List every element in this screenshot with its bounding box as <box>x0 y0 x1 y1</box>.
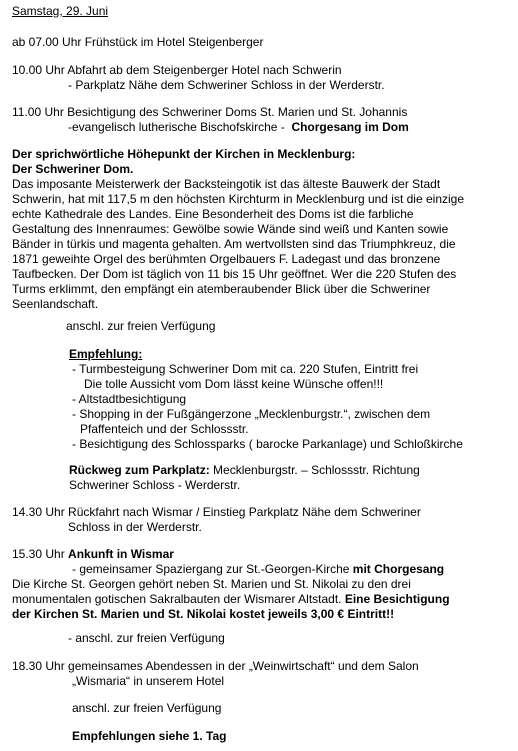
recommendation-item: - Altstadtbesichtigung <box>72 392 187 406</box>
return-trip-line: 14.30 Uhr Rückfahrt nach Wismar / Einstieg Parkplatz Nähe dem Schweriner <box>12 505 421 519</box>
free-time-line: anschl. zur freien Verfügung <box>72 701 222 715</box>
wismar-arrival-label: Ankunft in Wismar <box>68 547 174 561</box>
dom-visit-line: 11.00 Uhr Besichtigung des Schweriner Doms St. Marien und St. Johannis <box>12 105 408 119</box>
paragraph-line: Taufbecken. Der Dom ist täglich von 11 bis 15 Uhr geöffnet. Wer die 220 Stufen des <box>12 267 457 281</box>
recommendation-heading: Empfehlung: <box>69 347 143 361</box>
wismar-paragraph-line: Die Kirche St. Georgen gehört neben St. Marien und St. Nikolai zu den drei <box>12 577 411 591</box>
recommendation-item: Die tolle Aussicht vom Dom lässt keine Wünsche offen!!! <box>84 377 384 391</box>
recommendation-item: - Besichtigung des Schlossparks ( barocke Parkanlage) und Schloßkirche <box>72 437 463 451</box>
wismar-time: 15.30 Uhr <box>12 547 69 561</box>
recommendation-item: Pfaffenteich und der Schlossstr. <box>80 422 249 436</box>
wismar-entry-fee: der Kirchen St. Marien und St. Nikolai kostet jeweils 3,00 € Eintritt!! <box>12 607 395 621</box>
wismar-walk-text: - gemeinsamer Spaziergang zur St.-Georgen-Kirche <box>72 562 353 576</box>
departure-line: 10.00 Uhr Abfahrt ab dem Steigenberger Hotel nach Schwerin <box>12 63 342 77</box>
paragraph-line: Seenlandschaft. <box>12 297 99 311</box>
date-heading: Samstag, 29. Juni <box>12 4 109 18</box>
paragraph-line: Turms erklimmt, den empfängt ein atemberaubender Blick über die Schweriner <box>12 282 431 296</box>
return-route-label: Rückweg zum Parkplatz: <box>69 463 210 477</box>
paragraph-line: echte Kathedrale des Landes. Eine Besonderheit des Doms ist die farbliche <box>12 207 414 221</box>
wismar-choir: mit Chorgesang <box>352 562 445 576</box>
highlight-heading: Der sprichwörtliche Höhepunkt der Kirchen in Mecklenburg: <box>12 147 356 161</box>
church-type: -evangelisch lutherische Bischofskirche - <box>68 120 285 134</box>
choir-note: Chorgesang im Dom <box>291 120 409 134</box>
free-time-line: anschl. zur freien Verfügung <box>66 319 216 333</box>
paragraph-line: Das imposante Meisterwerk der Backsteingotik ist das älteste Bauwerk der Stadt <box>12 177 441 191</box>
highlight-subheading: Der Schweriner Dom. <box>12 162 134 176</box>
dinner-line: 18.30 Uhr gemeinsames Abendessen in der „Weinwirtschaft“ und dem Salon <box>12 659 419 673</box>
paragraph-line: Schwerin, hat mit 117,5 m den höchsten Kirchturm in Mecklenburg und ist die einzige <box>12 192 465 206</box>
paragraph-line: 1871 geweihte Orgel des berühmten Orgelbauers F. Ladegast und das bronzene <box>12 252 441 266</box>
dinner-detail: „Wismaria“ in unserem Hotel <box>72 674 225 688</box>
dom-visit-detail <box>68 120 409 135</box>
return-route-text: Mecklenburgstr. – Schlossstr. Richtung <box>209 463 420 477</box>
wismar-paragraph-bold: Eine Besichtigung <box>344 592 450 606</box>
return-route-line2: Schweriner Schloss - Werderstr. <box>69 478 241 492</box>
paragraph-line: Bänder in türkis und magenta gehalten. Am wertvollsten sind das Triumphkreuz, die <box>12 237 456 251</box>
breakfast-line: ab 07.00 Uhr Frühstück im Hotel Steigenberger <box>12 35 264 49</box>
return-trip-detail: Schloss in der Werderstr. <box>68 520 202 534</box>
departure-detail: - Parkplatz Nähe dem Schweriner Schloss in der Werderstr. <box>68 78 385 92</box>
paragraph-line: Gestaltung des Innenraumes: Gewölbe sowie Wände sind weiß und Kanten sowie <box>12 222 449 236</box>
wismar-walk <box>72 562 444 577</box>
closing-note: Empfehlungen siehe 1. Tag <box>72 729 227 743</box>
wismar-arrival <box>12 547 174 562</box>
return-route <box>69 463 420 478</box>
recommendation-item: - Shopping in der Fußgängerzone „Mecklenburgstr.“, zwischen dem <box>72 407 431 421</box>
wismar-paragraph-line <box>12 592 450 607</box>
wismar-paragraph-text: monumentalen gotischen Sakralbauten der Wismarer Altstadt. <box>12 592 345 606</box>
free-time-line: - anschl. zur freien Verfügung <box>68 631 225 645</box>
recommendation-item: - Turmbesteigung Schweriner Dom mit ca. 220 Stufen, Eintritt frei <box>72 362 419 376</box>
